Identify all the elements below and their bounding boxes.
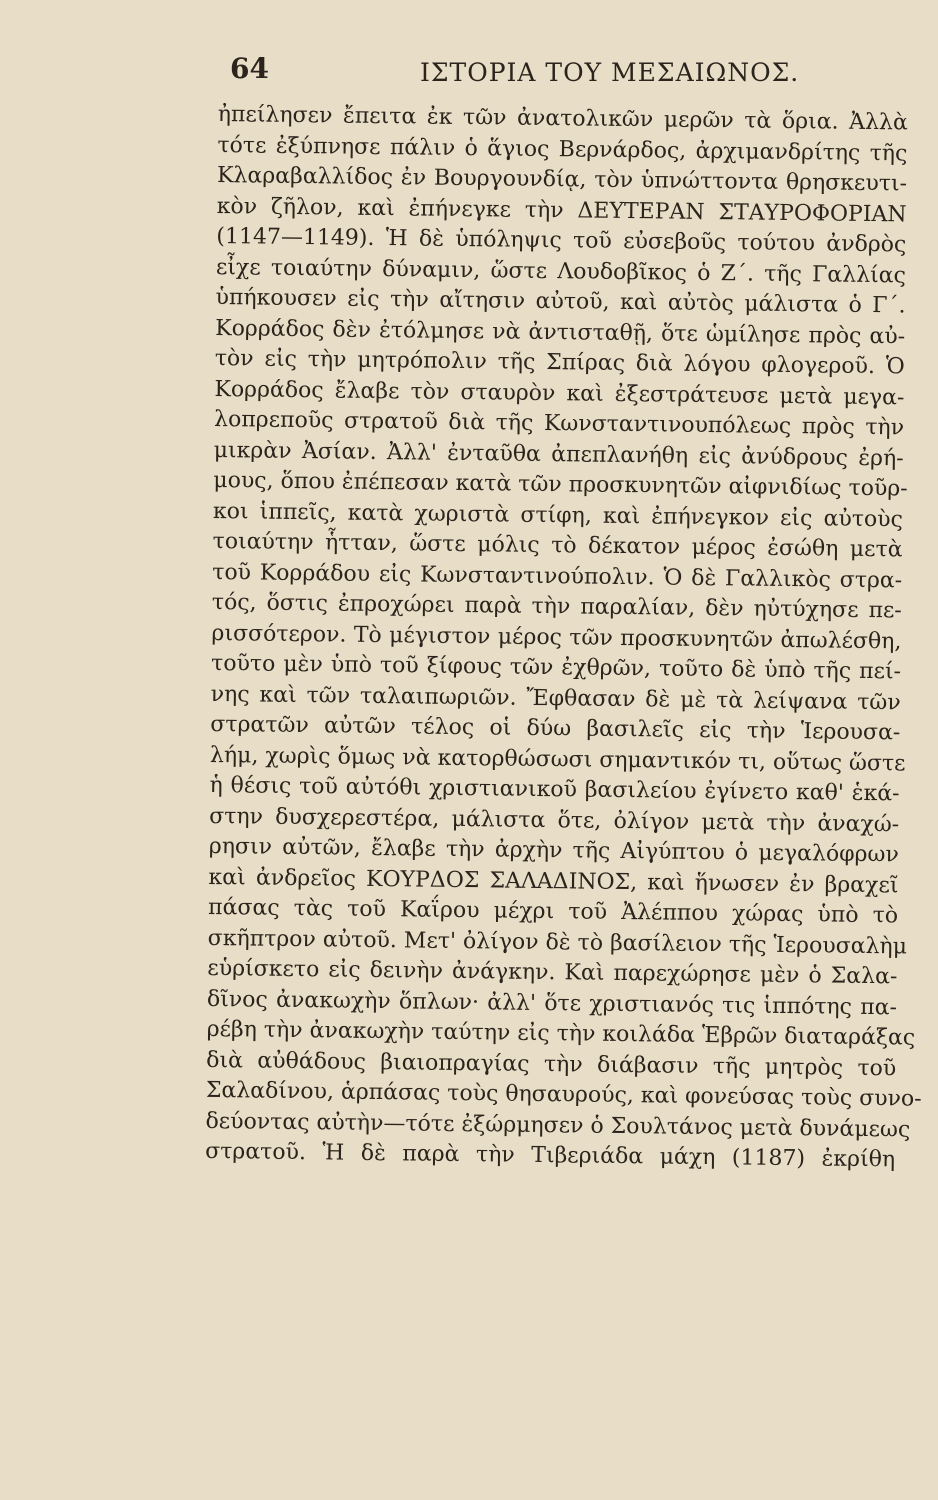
running-title: ΙΣΤΟΡΙΑ ΤΟΥ ΜΕΣΑΙΩΝΟΣ. bbox=[420, 58, 800, 87]
text-line: τὸν εἰς τὴν μητρόπολιν τῆς Σπίρας διὰ λόγου φλογεροῦ. Ὁ bbox=[214, 345, 905, 380]
text-line: τοιαύτην ἧτταν, ὥστε μόλις τὸ δέκατον μέρος ἐσώθη μετὰ bbox=[212, 528, 903, 563]
text-line: δεύοντας αὐτὴν—τότε ἐξώρμησεν ὁ Σουλτάνος μετὰ δυνάμεως bbox=[205, 1108, 911, 1143]
text-line: τός, ὅστις ἐπροχώρει παρὰ τὴν παραλίαν, δὲν ηὐτύχησε πε- bbox=[211, 589, 902, 624]
text-line: διὰ αὐθάδους βιαιοπραγίας τὴν διάβασιν τῆς μητρὸς τοῦ bbox=[206, 1047, 897, 1081]
text-line: στην δυσχερεστέρα, μάλιστα ὅτε, ὀλίγον μετὰ τὴν ἀναχώ- bbox=[209, 803, 900, 837]
text-line: Σαλαδίνου, ἁρπάσας τοὺς θησαυρούς, καὶ φονεύσας τοὺς συνο- bbox=[205, 1077, 922, 1112]
text-line: κοι ἱππεῖς, κατὰ χωριστὰ στίφη, καὶ ἐπήνεγκον εἰς αὐτοὺς bbox=[212, 498, 904, 532]
text-line: μικρὰν Ἀσίαν. Ἀλλ' ἐνταῦθα ἀπεπλανήθη εἰς ἀνύδρους ἐρή- bbox=[213, 437, 904, 471]
text-line: ὑπήκουσεν εἰς τὴν αἴτησιν αὐτοῦ, καὶ αὐτὸς μάλιστα ὁ Γ΄. bbox=[215, 284, 906, 319]
page-number: 64 bbox=[230, 52, 269, 85]
text-line: εἶχε τοιαύτην δύναμιν, ὥστε Λουδοβῖκος ὁ Ζ΄. τῆς Γαλλίας bbox=[215, 254, 907, 288]
text-line: ρισσότερον. Τὸ μέγιστον μέρος τῶν προσκυνητῶν ἀπωλέσθη, bbox=[211, 620, 902, 654]
text-line: ρέβη τὴν ἀνακωχὴν ταύτην εἰς τὴν κοιλάδα Ἑβρῶν διαταράξας bbox=[206, 1016, 916, 1051]
text-line: σκῆπτρον αὐτοῦ. Μετ' ὀλίγον δὲ τὸ βασίλειον τῆς Ἱερουσαλὴμ bbox=[207, 925, 908, 959]
text-line: λοπρεποῦς στρατοῦ διὰ τῆς Κωνσταντινουπόλεως πρὸς τὴν bbox=[213, 406, 905, 441]
text-line: τοῦτο μὲν ὑπὸ τοῦ ξίφους τῶν ἐχθρῶν, τοῦτο δὲ ὑπὸ τῆς πεί- bbox=[210, 650, 902, 685]
text-line: δῖνος ἀνακωχὴν ὅπλων· ἀλλ' ὅτε χριστιανός τις ἱππότης πα- bbox=[206, 986, 898, 1020]
text-line: Κορράδος δὲν ἐτόλμησε νὰ ἀντισταθῇ, ὅτε ὡμίλησε πρὸς αὐ- bbox=[215, 315, 906, 349]
text-line: (1147—1149). Ἡ δὲ ὑπόληψις τοῦ εὐσεβοῦς τούτου ἀνδρὸς bbox=[216, 223, 907, 258]
page-header bbox=[0, 44, 938, 94]
text-line: στρατοῦ. Ἡ δὲ παρὰ τὴν Τιβεριάδα μάχη (1187) ἐκρίθη bbox=[205, 1138, 896, 1173]
text-line: τοῦ Κορράδου εἰς Κωνσταντινούπολιν. Ὁ δὲ Γαλλικὸς στρα- bbox=[212, 559, 903, 593]
text-line: Κλαραβαλλίδος ἐν Βουργουνδίᾳ, τὸν ὑπνώττοντα θρησκευτι- bbox=[216, 162, 908, 197]
text-line: στρατῶν αὐτῶν τέλος οἱ δύω βασιλεῖς εἰς τὴν Ἱερουσα- bbox=[210, 711, 901, 746]
text-line: καὶ ἀνδρεῖος ΚΟΥΡΔΟΣ ΣΑΛΑΔΙΝΟΣ, καὶ ἥνωσεν ἐν βραχεῖ bbox=[208, 864, 899, 898]
text-line: λήμ, χωρὶς ὅμως νὰ κατορθώσωσι σημαντικόν τι, οὕτως ὥστε bbox=[209, 742, 906, 776]
text-line: μους, ὅπου ἐπέπεσαν κατὰ τῶν προσκυνητῶν αἰφνιδίως τοῦρ- bbox=[213, 467, 908, 502]
text-line: Κορράδος ἔλαβε τὸν σταυρὸν καὶ ἐξεστράτευσε μετὰ μεγα- bbox=[214, 376, 905, 410]
text-line: ἡ θέσις τοῦ αὐτόθι χριστιανικοῦ βασιλείου ἐγίνετο καθ' ἑκά- bbox=[209, 772, 900, 807]
text-line: εὑρίσκετο εἰς δεινὴν ἀνάγκην. Καὶ παρεχώρησε μὲν ὁ Σαλα- bbox=[207, 955, 898, 990]
text-line: πάσας τὰς τοῦ Καΐρου μέχρι τοῦ Ἀλέππου χώρας ὑπὸ τὸ bbox=[207, 894, 899, 929]
text-line: κὸν ζῆλον, καὶ ἐπήνεγκε τὴν ΔΕΥΤΕΡΑΝ ΣΤΑΥΡΟΦΟΡΙΑΝ bbox=[216, 193, 907, 227]
body-text bbox=[205, 100, 922, 1176]
text-line: ρησιν αὐτῶν, ἔλαβε τὴν ἀρχὴν τῆς Αἰγύπτου ὁ μεγαλόφρων bbox=[208, 833, 899, 868]
text-line: τότε ἐξύπνησε πάλιν ὁ ἅγιος Βερνάρδος, ἀρχιμανδρίτης τῆς bbox=[217, 132, 908, 166]
text-line: ἠπείλησεν ἔπειτα ἐκ τῶν ἀνατολικῶν μερῶν τὰ ὅρια. Ἀλλὰ bbox=[217, 101, 908, 136]
text-line: νης καὶ τῶν ταλαιπωριῶν. Ἔφθασαν δὲ μὲ τὰ λείψανα τῶν bbox=[210, 681, 901, 715]
